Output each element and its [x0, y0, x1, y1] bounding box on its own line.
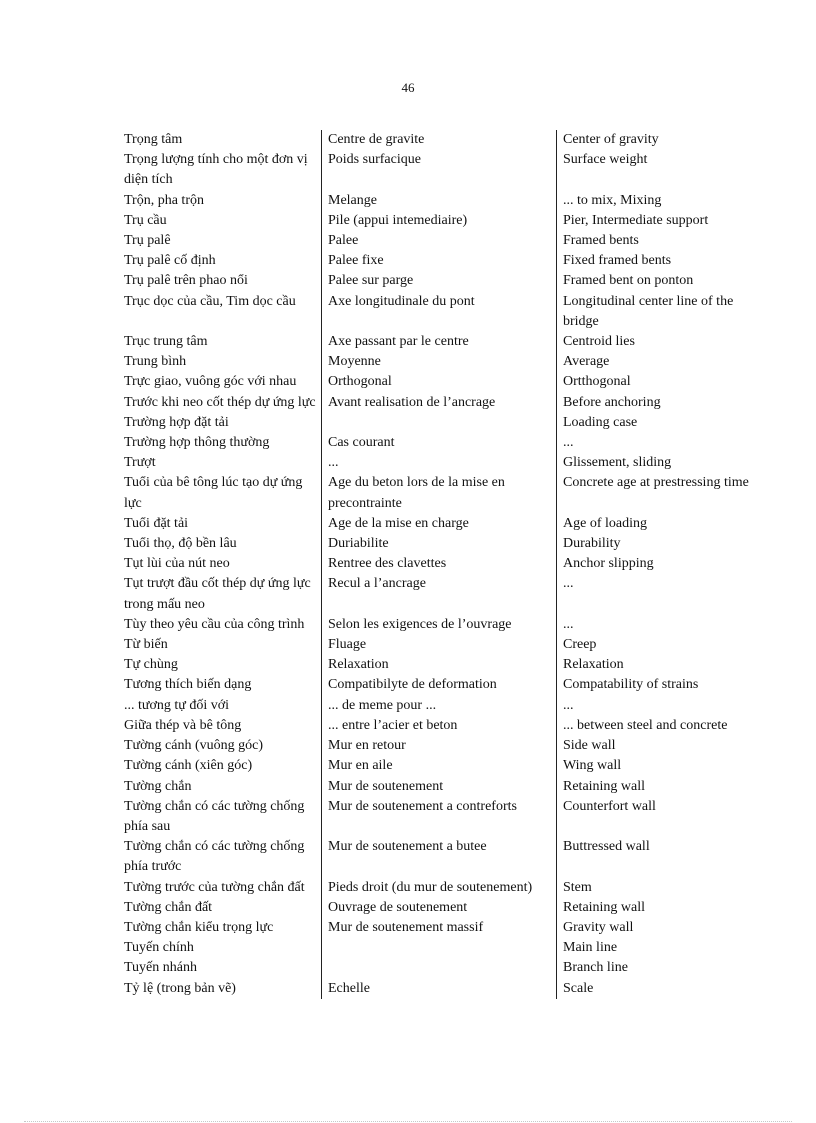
french-term — [321, 413, 556, 433]
vietnamese-term: Trực giao, vuông góc với nhau — [124, 374, 297, 390]
glossary-row — [118, 191, 770, 211]
vietnamese-term: Tường chắn đất — [124, 899, 213, 915]
english-term: Glissement, sliding — [556, 453, 770, 473]
english-term: Centroid lies — [556, 332, 770, 352]
english-term: Longitudinal center line of the bridge — [556, 292, 770, 332]
french-term: ... — [321, 453, 556, 473]
vietnamese-term: Tự chùng — [124, 657, 178, 673]
english-term: Before anchoring — [556, 393, 770, 413]
glossary-row — [118, 837, 770, 877]
glossary-row — [118, 898, 770, 918]
english-term: Compatability of strains — [556, 675, 770, 695]
french-term: Axe passant par le centre — [321, 332, 556, 352]
french-term: Poids surfacique — [321, 150, 556, 190]
english-term: Surface weight — [556, 150, 770, 190]
french-term: ... de meme pour ... — [321, 696, 556, 716]
french-term: Mur en retour — [321, 736, 556, 756]
english-term: Counterfort wall — [556, 797, 770, 837]
glossary-row — [118, 615, 770, 635]
glossary-row — [118, 150, 770, 190]
glossary-row — [118, 271, 770, 291]
vietnamese-term: Trước khi neo cốt thép dự ứng lực — [124, 394, 316, 410]
french-term: Axe longitudinale du pont — [321, 292, 556, 332]
english-term: ... — [556, 696, 770, 716]
glossary-row — [118, 756, 770, 776]
vietnamese-term: Tường chắn kiểu trọng lực — [124, 919, 274, 935]
french-term: Age de la mise en charge — [321, 514, 556, 534]
vietnamese-term: Tuyến chính — [124, 940, 194, 956]
vietnamese-term: Trụ cầu — [124, 212, 167, 228]
glossary-row — [118, 554, 770, 574]
french-term: Mur de soutenement a butee — [321, 837, 556, 877]
french-term: Echelle — [321, 979, 556, 999]
english-term: Side wall — [556, 736, 770, 756]
glossary-row — [118, 918, 770, 938]
glossary-table — [118, 130, 770, 999]
vietnamese-term: Trường hợp thông thường — [124, 435, 270, 451]
french-term: Palee — [321, 231, 556, 251]
french-term — [321, 938, 556, 958]
english-term: Anchor slipping — [556, 554, 770, 574]
english-term: Wing wall — [556, 756, 770, 776]
glossary-row — [118, 696, 770, 716]
glossary-row — [118, 797, 770, 837]
glossary-row — [118, 574, 770, 614]
french-term: Melange — [321, 191, 556, 211]
vietnamese-term: Trục trung tâm — [124, 334, 208, 350]
glossary-row — [118, 251, 770, 271]
english-term: Stem — [556, 878, 770, 898]
english-term: Fixed framed bents — [556, 251, 770, 271]
english-term: ... to mix, Mixing — [556, 191, 770, 211]
vietnamese-term: Trọng tâm — [124, 132, 183, 147]
vietnamese-term: Tùy theo yêu cầu của công trình — [124, 616, 305, 632]
glossary-row — [118, 777, 770, 797]
english-term: Center of gravity — [556, 130, 770, 150]
glossary-row — [118, 635, 770, 655]
french-term: Age du beton lors de la mise en precontrainte — [321, 473, 556, 513]
english-term: Ortthogonal — [556, 372, 770, 392]
vietnamese-term: Giữa thép và bê tông — [124, 717, 242, 733]
french-term — [321, 958, 556, 978]
page-bottom-divider — [24, 1121, 792, 1122]
english-term: Loading case — [556, 413, 770, 433]
french-term: Pile (appui intemediaire) — [321, 211, 556, 231]
glossary-row — [118, 352, 770, 372]
vietnamese-term: Trụ palê trên phao nổi — [124, 273, 248, 289]
vietnamese-term: Tường cánh (vuông góc) — [124, 738, 264, 754]
glossary-row — [118, 514, 770, 534]
french-term: Moyenne — [321, 352, 556, 372]
vietnamese-term: Trung bình — [124, 354, 187, 370]
glossary-row — [118, 433, 770, 453]
french-term: Pieds droit (du mur de soutenement) — [321, 878, 556, 898]
french-term: Mur de soutenement massif — [321, 918, 556, 938]
vietnamese-term: Tường chắn có các tường chống phía sau — [124, 798, 305, 834]
french-term: Rentree des clavettes — [321, 554, 556, 574]
english-term: Main line — [556, 938, 770, 958]
french-term: Mur de soutenement a contreforts — [321, 797, 556, 837]
glossary-row — [118, 878, 770, 898]
french-term: Fluage — [321, 635, 556, 655]
vietnamese-term: Tương thích biến dạng — [124, 677, 252, 693]
english-term: Gravity wall — [556, 918, 770, 938]
vietnamese-term: Trường hợp đặt tải — [124, 414, 229, 430]
english-term: ... — [556, 574, 770, 614]
vietnamese-term: Tụt lùi của nút neo — [124, 556, 230, 572]
glossary-row — [118, 534, 770, 554]
vietnamese-term: Tụt trượt đầu cốt thép dự ứng lực trong mấu neo — [124, 576, 311, 612]
english-term: Pier, Intermediate support — [556, 211, 770, 231]
glossary-row — [118, 332, 770, 352]
page-number: 46 — [401, 80, 415, 95]
vietnamese-term: Trụ palê cố định — [124, 253, 216, 269]
french-term: Centre de gravite — [321, 130, 556, 150]
glossary-row — [118, 958, 770, 978]
vietnamese-term: ... tương tự đối với — [124, 697, 230, 713]
french-term: Orthogonal — [321, 372, 556, 392]
vietnamese-term: Tuyến nhánh — [124, 960, 197, 976]
english-term: ... — [556, 615, 770, 635]
english-term: Average — [556, 352, 770, 372]
vietnamese-term: Tỷ lệ (trong bản vẽ) — [124, 980, 236, 996]
french-term: Compatibilyte de deformation — [321, 675, 556, 695]
french-term: ... entre l’acier et beton — [321, 716, 556, 736]
french-term: Recul a l’ancrage — [321, 574, 556, 614]
vietnamese-term: Trục dọc của cầu, Tim dọc cầu — [124, 293, 296, 309]
vietnamese-term: Tường chắn — [124, 778, 192, 794]
english-term: Retaining wall — [556, 898, 770, 918]
english-term: Concrete age at prestressing time — [556, 473, 770, 513]
glossary-row — [118, 675, 770, 695]
vietnamese-term: Trượt — [124, 455, 156, 471]
vietnamese-term: Trộn, pha trộn — [124, 192, 204, 208]
english-term: Framed bent on ponton — [556, 271, 770, 291]
glossary-row — [118, 655, 770, 675]
english-term: Relaxation — [556, 655, 770, 675]
french-term: Relaxation — [321, 655, 556, 675]
english-term: Age of loading — [556, 514, 770, 534]
glossary-row — [118, 130, 770, 150]
vietnamese-term: Tuổi đặt tải — [124, 515, 189, 531]
french-term: Duriabilite — [321, 534, 556, 554]
glossary-row — [118, 393, 770, 413]
glossary-row — [118, 292, 770, 332]
french-term: Mur en aile — [321, 756, 556, 776]
english-term: Creep — [556, 635, 770, 655]
vietnamese-term: Trụ palê — [124, 233, 171, 249]
french-term: Mur de soutenement — [321, 777, 556, 797]
english-term: Branch line — [556, 958, 770, 978]
glossary-row — [118, 211, 770, 231]
english-term: Retaining wall — [556, 777, 770, 797]
glossary-row — [118, 716, 770, 736]
glossary-row — [118, 413, 770, 433]
english-term: Framed bents — [556, 231, 770, 251]
english-term: Buttressed wall — [556, 837, 770, 877]
english-term: ... between steel and concrete — [556, 716, 770, 736]
glossary-row — [118, 473, 770, 513]
glossary-row — [118, 979, 770, 999]
vietnamese-term: Từ biến — [124, 637, 168, 653]
glossary-row — [118, 372, 770, 392]
vietnamese-term: Trọng lượng tính cho một đơn vị diện tích — [124, 152, 308, 188]
vietnamese-term: Tuổi thọ, độ bền lâu — [124, 536, 237, 552]
french-term: Selon les exigences de l’ouvrage — [321, 615, 556, 635]
vietnamese-term: Tuổi của bê tông lúc tạo dự ứng lực — [124, 475, 303, 511]
french-term: Avant realisation de l’ancrage — [321, 393, 556, 413]
english-term: ... — [556, 433, 770, 453]
french-term: Palee fixe — [321, 251, 556, 271]
french-term: Ouvrage de soutenement — [321, 898, 556, 918]
glossary-row — [118, 231, 770, 251]
glossary-row — [118, 938, 770, 958]
french-term: Palee sur parge — [321, 271, 556, 291]
vietnamese-term: Tường cánh (xiên góc) — [124, 758, 253, 774]
glossary-row — [118, 453, 770, 473]
english-term: Durability — [556, 534, 770, 554]
french-term: Cas courant — [321, 433, 556, 453]
glossary-row — [118, 736, 770, 756]
english-term: Scale — [556, 979, 770, 999]
vietnamese-term: Tường chắn có các tường chống phía trước — [124, 839, 305, 875]
vietnamese-term: Tường trước của tường chắn đất — [124, 879, 305, 895]
